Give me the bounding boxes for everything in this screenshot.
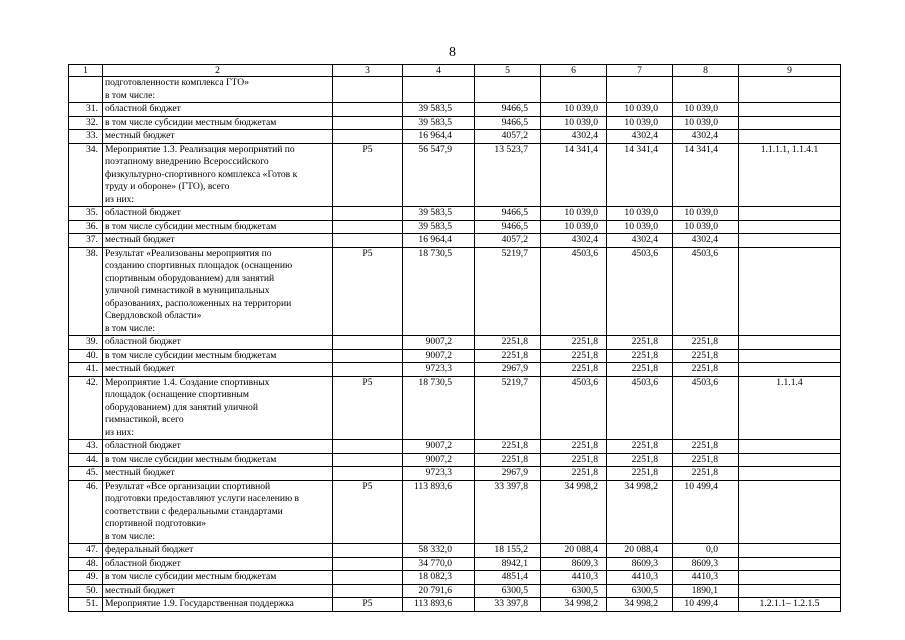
col-5-value: 2967,9 bbox=[475, 363, 541, 377]
table-row bbox=[69, 336, 841, 350]
table-row bbox=[69, 143, 841, 207]
col-4-value: 18 730,5 bbox=[403, 376, 475, 440]
col-7-value: 10 039,0 bbox=[607, 103, 673, 117]
col-4-value: 39 583,5 bbox=[403, 220, 475, 234]
row-name: в том числе субсидии местным бюджетам bbox=[103, 220, 333, 234]
row-name: Результат «Все организации спортивной подготовки предоставляют услуги населению в соответствии с федеральными стандартами спортивной подготовки» в том числе: bbox=[103, 480, 333, 544]
col-6-value: 10 039,0 bbox=[541, 116, 607, 130]
col-6-value: 4410,3 bbox=[541, 571, 607, 585]
col-6-value: 2251,8 bbox=[541, 467, 607, 481]
row-name: Результат «Реализованы мероприятия по созданию спортивных площадок (оснащению спортивным оборудованием) для занятий уличной гимнастикой в муниципальных образованиях, расположенных на территории Свердловской области» в том числе: bbox=[103, 247, 333, 336]
col-8-value: 10 039,0 bbox=[673, 103, 739, 117]
table-row bbox=[69, 584, 841, 598]
row-name: в том числе субсидии местным бюджетам bbox=[103, 116, 333, 130]
row-number: 43. bbox=[69, 440, 103, 454]
col-4-value: 16 964,4 bbox=[403, 130, 475, 144]
col-3-value bbox=[333, 207, 403, 221]
row-name: местный бюджет bbox=[103, 130, 333, 144]
row-name: подготовленности комплекса ГТО» в том числе: bbox=[103, 77, 333, 103]
col-8-value: 4302,4 bbox=[673, 234, 739, 248]
col-7-value: 2251,8 bbox=[607, 349, 673, 363]
budget-table bbox=[68, 64, 841, 612]
row-number: 48. bbox=[69, 557, 103, 571]
col-7-value bbox=[607, 77, 673, 103]
table-row bbox=[69, 77, 841, 103]
col-7-value: 2251,8 bbox=[607, 363, 673, 377]
col-9-value bbox=[739, 77, 841, 103]
col-4-value: 16 964,4 bbox=[403, 234, 475, 248]
col-6-value: 10 039,0 bbox=[541, 220, 607, 234]
header-cell: 2 bbox=[103, 65, 333, 77]
row-name: местный бюджет bbox=[103, 584, 333, 598]
col-6-value: 4503,6 bbox=[541, 376, 607, 440]
row-number: 34. bbox=[69, 143, 103, 207]
col-4-value: 56 547,9 bbox=[403, 143, 475, 207]
col-6-value: 34 998,2 bbox=[541, 480, 607, 544]
col-7-value: 14 341,4 bbox=[607, 143, 673, 207]
col-8-value: 4302,4 bbox=[673, 130, 739, 144]
col-9-value bbox=[739, 544, 841, 558]
col-5-value: 33 397,8 bbox=[475, 598, 541, 612]
col-7-value: 4503,6 bbox=[607, 247, 673, 336]
col-5-value: 2251,8 bbox=[475, 336, 541, 350]
col-9-value bbox=[739, 467, 841, 481]
col-7-value: 2251,8 bbox=[607, 336, 673, 350]
header-cell: 9 bbox=[739, 65, 841, 77]
col-5-value bbox=[475, 77, 541, 103]
row-number: 38. bbox=[69, 247, 103, 336]
col-4-value: 9007,2 bbox=[403, 440, 475, 454]
col-8-value: 2251,8 bbox=[673, 349, 739, 363]
col-8-value: 2251,8 bbox=[673, 440, 739, 454]
table-row bbox=[69, 571, 841, 585]
col-4-value: 39 583,5 bbox=[403, 207, 475, 221]
row-number: 37. bbox=[69, 234, 103, 248]
col-3-value: Р5 bbox=[333, 143, 403, 207]
row-name: местный бюджет bbox=[103, 467, 333, 481]
col-4-value: 113 893,6 bbox=[403, 598, 475, 612]
col-7-value: 2251,8 bbox=[607, 467, 673, 481]
col-5-value: 9466,5 bbox=[475, 116, 541, 130]
col-6-value: 2251,8 bbox=[541, 363, 607, 377]
col-6-value: 6300,5 bbox=[541, 584, 607, 598]
col-9-value bbox=[739, 336, 841, 350]
row-number: 40. bbox=[69, 349, 103, 363]
col-4-value: 9007,2 bbox=[403, 336, 475, 350]
col-4-value bbox=[403, 77, 475, 103]
col-8-value: 4503,6 bbox=[673, 376, 739, 440]
col-8-value: 4410,3 bbox=[673, 571, 739, 585]
col-7-value: 8609,3 bbox=[607, 557, 673, 571]
col-3-value bbox=[333, 467, 403, 481]
col-3-value bbox=[333, 571, 403, 585]
col-8-value: 10 499,4 bbox=[673, 598, 739, 612]
col-4-value: 113 893,6 bbox=[403, 480, 475, 544]
col-6-value: 4302,4 bbox=[541, 130, 607, 144]
col-8-value: 0,0 bbox=[673, 544, 739, 558]
col-3-value bbox=[333, 234, 403, 248]
col-6-value: 10 039,0 bbox=[541, 207, 607, 221]
row-number: 35. bbox=[69, 207, 103, 221]
table-row bbox=[69, 207, 841, 221]
row-number: 50. bbox=[69, 584, 103, 598]
col-3-value bbox=[333, 584, 403, 598]
col-3-value bbox=[333, 544, 403, 558]
col-5-value: 2967,9 bbox=[475, 467, 541, 481]
col-5-value: 5219,7 bbox=[475, 376, 541, 440]
row-number: 42. bbox=[69, 376, 103, 440]
header-cell: 6 bbox=[541, 65, 607, 77]
col-4-value: 9723,3 bbox=[403, 363, 475, 377]
col-8-value: 4503,6 bbox=[673, 247, 739, 336]
col-3-value bbox=[333, 77, 403, 103]
col-7-value: 10 039,0 bbox=[607, 220, 673, 234]
col-7-value: 4410,3 bbox=[607, 571, 673, 585]
col-6-value bbox=[541, 77, 607, 103]
col-8-value bbox=[673, 77, 739, 103]
row-name: в том числе субсидии местным бюджетам bbox=[103, 349, 333, 363]
row-name: местный бюджет bbox=[103, 363, 333, 377]
col-3-value bbox=[333, 336, 403, 350]
table-row bbox=[69, 247, 841, 336]
row-number: 47. bbox=[69, 544, 103, 558]
row-name: областной бюджет bbox=[103, 103, 333, 117]
col-8-value: 2251,8 bbox=[673, 467, 739, 481]
col-9-value bbox=[739, 103, 841, 117]
row-number: 46. bbox=[69, 480, 103, 544]
col-8-value: 10 039,0 bbox=[673, 207, 739, 221]
col-4-value: 9007,2 bbox=[403, 453, 475, 467]
col-3-value bbox=[333, 103, 403, 117]
header-cell: 7 bbox=[607, 65, 673, 77]
table-row bbox=[69, 349, 841, 363]
col-9-value bbox=[739, 130, 841, 144]
col-9-value bbox=[739, 247, 841, 336]
row-name: в том числе субсидии местным бюджетам bbox=[103, 571, 333, 585]
col-8-value: 1890,1 bbox=[673, 584, 739, 598]
col-7-value: 4302,4 bbox=[607, 234, 673, 248]
col-6-value: 4302,4 bbox=[541, 234, 607, 248]
col-9-value: 1.2.1.1– 1.2.1.5 bbox=[739, 598, 841, 612]
table-row bbox=[69, 467, 841, 481]
row-name: Мероприятие 1.9. Государственная поддержка bbox=[103, 598, 333, 612]
col-5-value: 9466,5 bbox=[475, 220, 541, 234]
col-6-value: 34 998,2 bbox=[541, 598, 607, 612]
table-row bbox=[69, 544, 841, 558]
col-6-value: 2251,8 bbox=[541, 349, 607, 363]
row-number: 32. bbox=[69, 116, 103, 130]
row-name: областной бюджет bbox=[103, 336, 333, 350]
header-cell: 5 bbox=[475, 65, 541, 77]
row-number: 45. bbox=[69, 467, 103, 481]
row-number: 36. bbox=[69, 220, 103, 234]
table-row bbox=[69, 116, 841, 130]
col-9-value bbox=[739, 480, 841, 544]
col-3-value bbox=[333, 453, 403, 467]
col-7-value: 6300,5 bbox=[607, 584, 673, 598]
col-8-value: 8609,3 bbox=[673, 557, 739, 571]
table-row bbox=[69, 376, 841, 440]
col-9-value bbox=[739, 363, 841, 377]
col-7-value: 2251,8 bbox=[607, 440, 673, 454]
col-4-value: 9723,3 bbox=[403, 467, 475, 481]
col-5-value: 2251,8 bbox=[475, 440, 541, 454]
col-3-value bbox=[333, 363, 403, 377]
col-5-value: 4851,4 bbox=[475, 571, 541, 585]
col-4-value: 39 583,5 bbox=[403, 103, 475, 117]
table-row bbox=[69, 234, 841, 248]
col-8-value: 10 039,0 bbox=[673, 116, 739, 130]
row-number: 41. bbox=[69, 363, 103, 377]
row-number: 39. bbox=[69, 336, 103, 350]
col-3-value bbox=[333, 349, 403, 363]
row-name: местный бюджет bbox=[103, 234, 333, 248]
col-3-value bbox=[333, 130, 403, 144]
col-7-value: 4503,6 bbox=[607, 376, 673, 440]
table-row bbox=[69, 453, 841, 467]
col-5-value: 18 155,2 bbox=[475, 544, 541, 558]
col-7-value: 4302,4 bbox=[607, 130, 673, 144]
col-7-value: 34 998,2 bbox=[607, 480, 673, 544]
row-name: областной бюджет bbox=[103, 557, 333, 571]
col-7-value: 2251,8 bbox=[607, 453, 673, 467]
col-7-value: 34 998,2 bbox=[607, 598, 673, 612]
col-4-value: 18 082,3 bbox=[403, 571, 475, 585]
row-name: областной бюджет bbox=[103, 440, 333, 454]
col-3-value: Р5 bbox=[333, 598, 403, 612]
header-cell: 1 bbox=[69, 65, 103, 77]
col-9-value bbox=[739, 349, 841, 363]
col-7-value: 10 039,0 bbox=[607, 116, 673, 130]
col-5-value: 33 397,8 bbox=[475, 480, 541, 544]
col-8-value: 10 499,4 bbox=[673, 480, 739, 544]
col-8-value: 2251,8 bbox=[673, 363, 739, 377]
header-cell: 8 bbox=[673, 65, 739, 77]
col-5-value: 13 523,7 bbox=[475, 143, 541, 207]
row-number: 44. bbox=[69, 453, 103, 467]
col-9-value bbox=[739, 116, 841, 130]
col-9-value: 1.1.1.4 bbox=[739, 376, 841, 440]
col-9-value bbox=[739, 584, 841, 598]
col-9-value bbox=[739, 557, 841, 571]
col-9-value bbox=[739, 207, 841, 221]
page-number: 8 bbox=[449, 45, 456, 60]
col-5-value: 4057,2 bbox=[475, 130, 541, 144]
col-6-value: 8609,3 bbox=[541, 557, 607, 571]
row-number: 51. bbox=[69, 598, 103, 612]
table-row bbox=[69, 103, 841, 117]
row-name: в том числе субсидии местным бюджетам bbox=[103, 453, 333, 467]
col-5-value: 4057,2 bbox=[475, 234, 541, 248]
table-row bbox=[69, 557, 841, 571]
col-8-value: 10 039,0 bbox=[673, 220, 739, 234]
table-row bbox=[69, 440, 841, 454]
col-6-value: 2251,8 bbox=[541, 453, 607, 467]
col-9-value bbox=[739, 234, 841, 248]
col-4-value: 58 332,0 bbox=[403, 544, 475, 558]
col-9-value: 1.1.1.1, 1.1.4.1 bbox=[739, 143, 841, 207]
table-row bbox=[69, 363, 841, 377]
col-4-value: 34 770,0 bbox=[403, 557, 475, 571]
col-6-value: 10 039,0 bbox=[541, 103, 607, 117]
col-4-value: 20 791,6 bbox=[403, 584, 475, 598]
table-row bbox=[69, 480, 841, 544]
col-4-value: 39 583,5 bbox=[403, 116, 475, 130]
col-5-value: 6300,5 bbox=[475, 584, 541, 598]
col-3-value bbox=[333, 557, 403, 571]
col-4-value: 9007,2 bbox=[403, 349, 475, 363]
col-9-value bbox=[739, 453, 841, 467]
col-5-value: 2251,8 bbox=[475, 453, 541, 467]
table-row bbox=[69, 220, 841, 234]
col-4-value: 18 730,5 bbox=[403, 247, 475, 336]
header-cell: 4 bbox=[403, 65, 475, 77]
col-6-value: 14 341,4 bbox=[541, 143, 607, 207]
col-5-value: 9466,5 bbox=[475, 103, 541, 117]
row-number: 31. bbox=[69, 103, 103, 117]
row-name: федеральный бюджет bbox=[103, 544, 333, 558]
col-7-value: 20 088,4 bbox=[607, 544, 673, 558]
col-5-value: 5219,7 bbox=[475, 247, 541, 336]
col-6-value: 4503,6 bbox=[541, 247, 607, 336]
col-3-value: Р5 bbox=[333, 247, 403, 336]
col-3-value: Р5 bbox=[333, 480, 403, 544]
table-row bbox=[69, 598, 841, 612]
col-8-value: 2251,8 bbox=[673, 336, 739, 350]
table-row bbox=[69, 130, 841, 144]
col-9-value bbox=[739, 571, 841, 585]
row-name: Мероприятие 1.4. Создание спортивных площадок (оснащение спортивным оборудованием) для занятий уличной гимнастикой, всего из них: bbox=[103, 376, 333, 440]
col-6-value: 2251,8 bbox=[541, 336, 607, 350]
col-5-value: 8942,1 bbox=[475, 557, 541, 571]
col-7-value: 10 039,0 bbox=[607, 207, 673, 221]
col-9-value bbox=[739, 440, 841, 454]
col-3-value bbox=[333, 220, 403, 234]
col-5-value: 9466,5 bbox=[475, 207, 541, 221]
header-row bbox=[69, 65, 841, 77]
row-name: областной бюджет bbox=[103, 207, 333, 221]
col-6-value: 20 088,4 bbox=[541, 544, 607, 558]
col-5-value: 2251,8 bbox=[475, 349, 541, 363]
col-8-value: 14 341,4 bbox=[673, 143, 739, 207]
header-cell: 3 bbox=[333, 65, 403, 77]
table-body bbox=[69, 77, 841, 612]
row-number: 49. bbox=[69, 571, 103, 585]
col-9-value bbox=[739, 220, 841, 234]
col-8-value: 2251,8 bbox=[673, 453, 739, 467]
row-number bbox=[69, 77, 103, 103]
row-name: Мероприятие 1.3. Реализация мероприятий по поэтапному внедрению Всероссийского физкультурно-спортивного комплекса «Готов к труду и обороне» (ГТО), всего из них: bbox=[103, 143, 333, 207]
col-3-value bbox=[333, 440, 403, 454]
col-3-value: Р5 bbox=[333, 376, 403, 440]
col-6-value: 2251,8 bbox=[541, 440, 607, 454]
col-3-value bbox=[333, 116, 403, 130]
row-number: 33. bbox=[69, 130, 103, 144]
